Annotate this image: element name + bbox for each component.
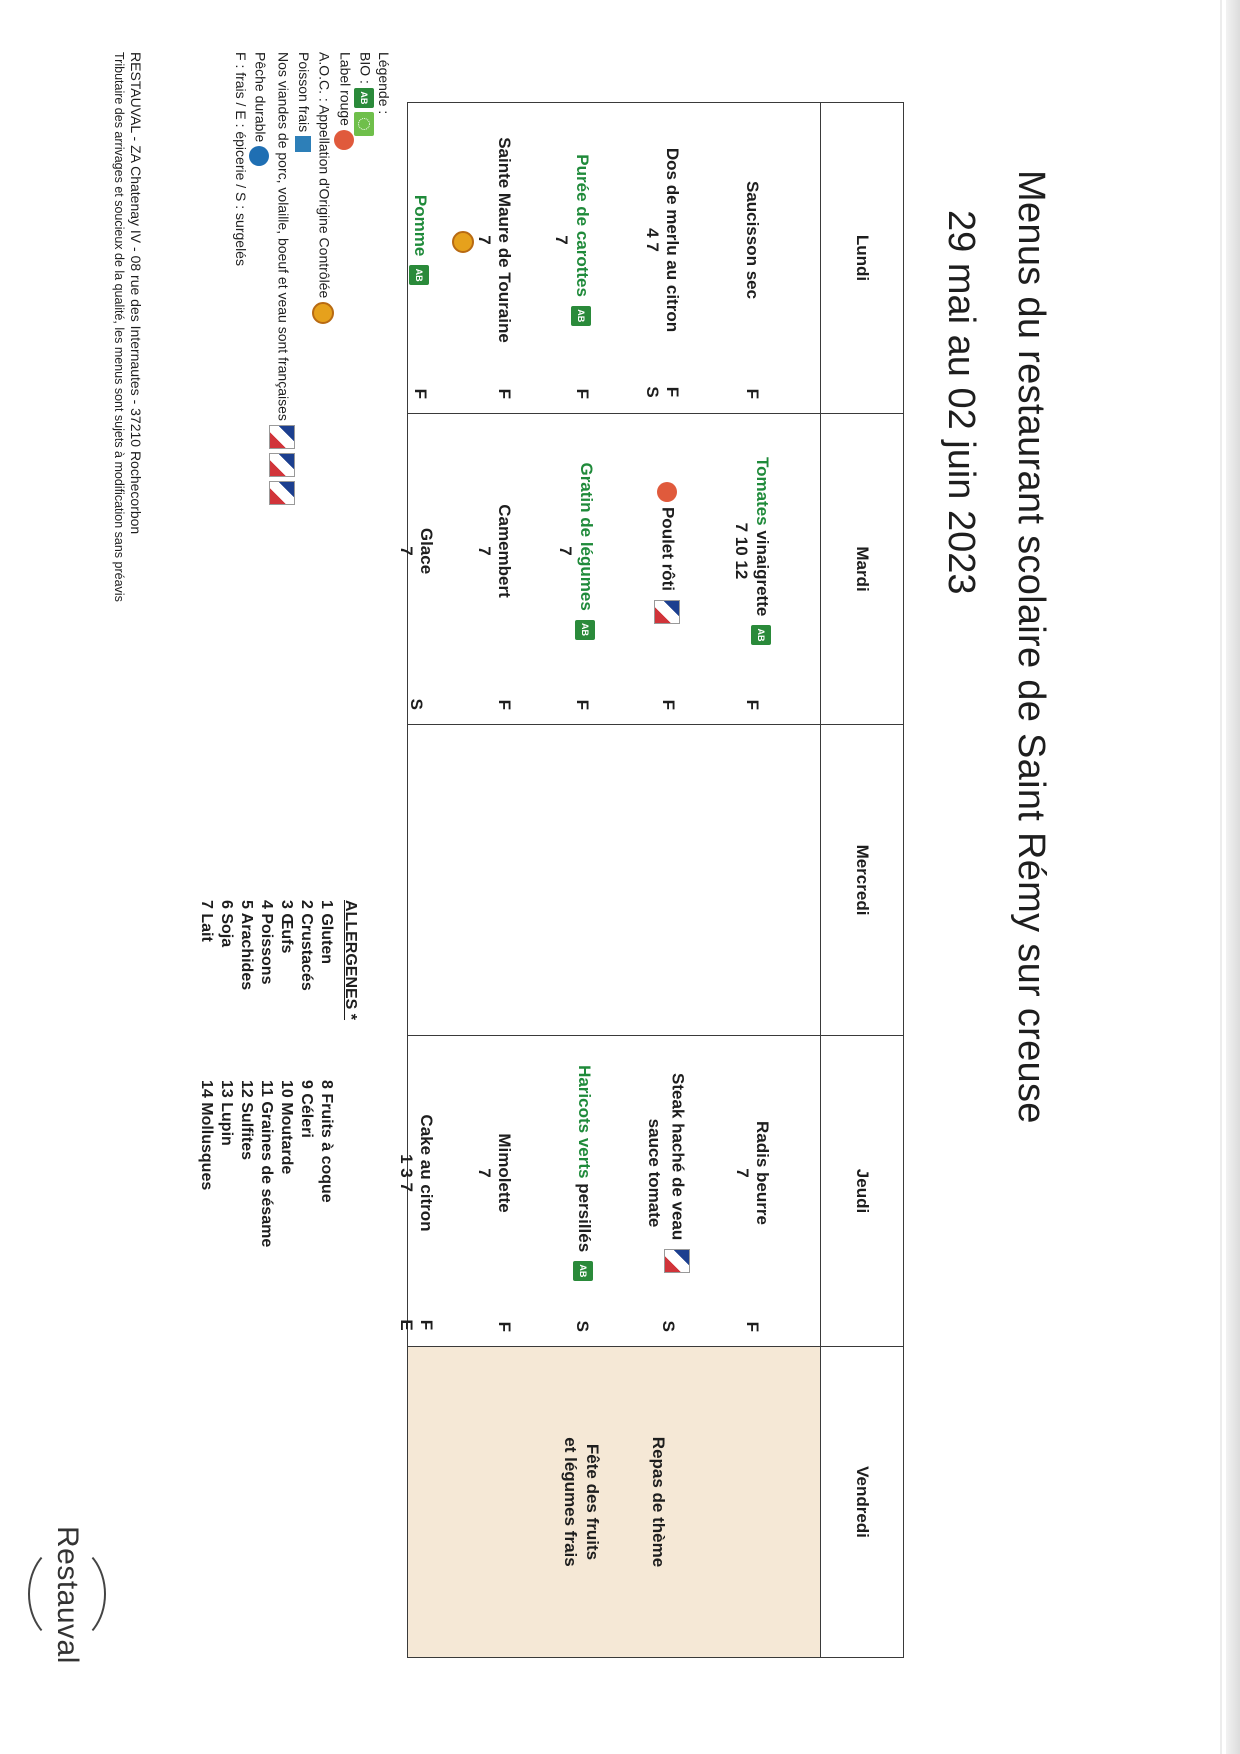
allergen-item: 3 Œufs: [278, 900, 295, 954]
dish-jeudi-accompagnement: Haricots verts persillés AB: [573, 1036, 594, 1310]
day-header-vendredi: Vendredi: [821, 1347, 904, 1658]
legend-bio: BIO :AB: [355, 52, 375, 505]
aoc-icon: [452, 231, 474, 253]
allergen-item: 13 Lupin: [218, 1080, 235, 1146]
code-lundi-entree: F: [743, 388, 762, 399]
legend-aoc: A.O.C. : Appellation d'Origine Contrôlée: [313, 52, 335, 505]
code-jeudi-plat: S: [659, 1320, 678, 1332]
msc-peche-durable-icon: [249, 146, 269, 166]
code-jeudi-entree: F: [743, 1321, 762, 1332]
day-header-jeudi: Jeudi: [821, 1036, 904, 1347]
viandes-francaises-icon: [654, 600, 680, 624]
allergen-item: 12 Sulfites: [238, 1080, 255, 1161]
dish-lundi-dessert: Pomme AB: [409, 103, 430, 377]
code-jeudi-fromage: F: [495, 1321, 514, 1332]
restauval-logo: [32, 1514, 114, 1674]
page-title: Menus du restaurant scolaire de Saint Rémy sur creuse: [1010, 170, 1052, 1124]
allergen-item: 11 Graines de sésame: [258, 1080, 275, 1248]
legend-label-rouge: Label rouge: [335, 52, 355, 505]
dish-jeudi-entree: Radis beurre 7: [733, 1121, 772, 1225]
ab-bio-icon: AB: [751, 625, 771, 645]
viandes-francaises-icon: [269, 425, 295, 449]
code-lundi-plat: F S: [643, 386, 682, 398]
viandes-francaises-icon: [269, 481, 295, 505]
logo-wordmark: Restauval: [51, 1526, 84, 1664]
vendredi-fete-line1: Fête des fruits: [583, 1443, 602, 1561]
dish-lundi-accompagnement: Purée de carottes AB 7: [551, 103, 592, 377]
allergen-item: 2 Crustacés: [298, 900, 315, 991]
dish-mardi-dessert: Glace 7: [397, 527, 436, 575]
ab-bio-icon: AB: [409, 265, 429, 285]
dish-mardi-accompagnement: Gratin de légumes AB 7: [555, 414, 596, 688]
allergen-item: 5 Arachides: [238, 900, 255, 991]
dish-mardi-fromage: Camembert 7: [475, 504, 514, 598]
allergen-item: 6 Soja: [218, 900, 235, 948]
allergen-item: 8 Fruits à coque: [318, 1080, 335, 1203]
poisson-frais-icon: [295, 136, 311, 152]
code-mardi-fromage: F: [495, 699, 514, 710]
allergens-col-2: [196, 1080, 336, 1260]
viandes-francaises-icon: [664, 1249, 690, 1273]
allergens-list: [196, 900, 360, 1260]
day-header-lundi: Lundi: [821, 103, 904, 414]
code-mardi-accompagnement: F: [573, 699, 592, 710]
vendredi-fete-line2: et légumes frais: [561, 1437, 580, 1567]
label-rouge-icon: [335, 130, 355, 150]
allergen-item: 4 Poissons: [258, 900, 275, 985]
ab-bio-icon: AB: [573, 1261, 593, 1281]
dish-mardi-plat: Poulet rôti: [654, 414, 680, 688]
footer-address: RESTAUVAL - ZA Chatenay IV - 08 rue des Internautes - 37210 Rochecorbon: [128, 52, 144, 535]
dish-lundi-fromage: Sainte Maure de Touraine 7: [475, 137, 514, 343]
allergen-item: 1 Gluten: [318, 900, 335, 965]
footer-notice: Tributaire des arrivages et soucieux de la qualité, les menus sont sujets à modification sans préavis: [112, 52, 126, 602]
ab-bio-icon: AB: [355, 88, 375, 108]
label-rouge-icon: [657, 482, 677, 502]
dish-lundi-entree: Saucisson sec: [743, 180, 762, 300]
code-lundi-fromage: F: [495, 388, 514, 399]
day-header-mardi: Mardi: [821, 414, 904, 725]
day-header-mercredi: Mercredi: [821, 725, 904, 1036]
code-mardi-dessert: S: [407, 698, 426, 710]
code-lundi-accompagnement: F: [573, 388, 592, 399]
allergen-item: 14 Mollusques: [198, 1080, 215, 1191]
dish-lundi-plat: Dos de merlu au citron 4 7: [643, 147, 682, 333]
code-mardi-plat: F: [659, 699, 678, 710]
dish-jeudi-fromage: Mimolette 7: [475, 1133, 514, 1213]
eu-organic-icon: [355, 112, 375, 136]
ab-bio-icon: AB: [575, 620, 595, 640]
allergens-title: ALLERGENES *: [342, 900, 359, 1021]
aoc-icon: [313, 302, 335, 324]
dish-jeudi-dessert: Cake au citron 1 3 7: [397, 1114, 436, 1232]
legend-peche: Pêche durable: [249, 52, 269, 505]
day-column-lundi: [408, 103, 821, 414]
code-lundi-dessert: F: [411, 388, 430, 399]
allergen-item: 9 Céleri: [298, 1080, 315, 1138]
legend: [232, 52, 393, 505]
day-column-vendredi: [408, 1347, 821, 1658]
code-jeudi-accompagnement: S: [573, 1320, 592, 1332]
dish-jeudi-plat: Steak haché de veau sauce tomate: [644, 1036, 690, 1310]
legend-poisson: Poisson frais: [295, 52, 313, 505]
legend-viandes: Nos viandes de porc, volaille, boeuf et veau sont françaises: [269, 52, 295, 505]
code-mardi-entree: F: [743, 699, 762, 710]
dish-mardi-entree: Tomates vinaigrette AB 7 10 12: [731, 414, 772, 688]
viandes-francaises-icon: [269, 453, 295, 477]
menu-header-row: [821, 103, 904, 1658]
page-subtitle: 29 mai au 02 juin 2023: [940, 210, 982, 595]
code-jeudi-dessert: F E: [397, 1319, 436, 1331]
day-column-mercredi: [408, 725, 821, 1036]
day-column-jeudi: [397, 1036, 821, 1347]
allergen-item: 10 Moutarde: [278, 1080, 295, 1175]
menu-table: [397, 102, 904, 1658]
vendredi-theme: Repas de thème: [649, 1436, 668, 1568]
legend-codes: F : frais / E : épicerie / S : surgelés: [233, 52, 249, 266]
legend-title: Légende :: [376, 52, 392, 115]
allergen-item: 7 Lait: [198, 900, 215, 942]
day-column-mardi: [397, 414, 821, 725]
ab-bio-icon: AB: [571, 306, 591, 326]
allergens-col-1: [196, 900, 336, 1080]
